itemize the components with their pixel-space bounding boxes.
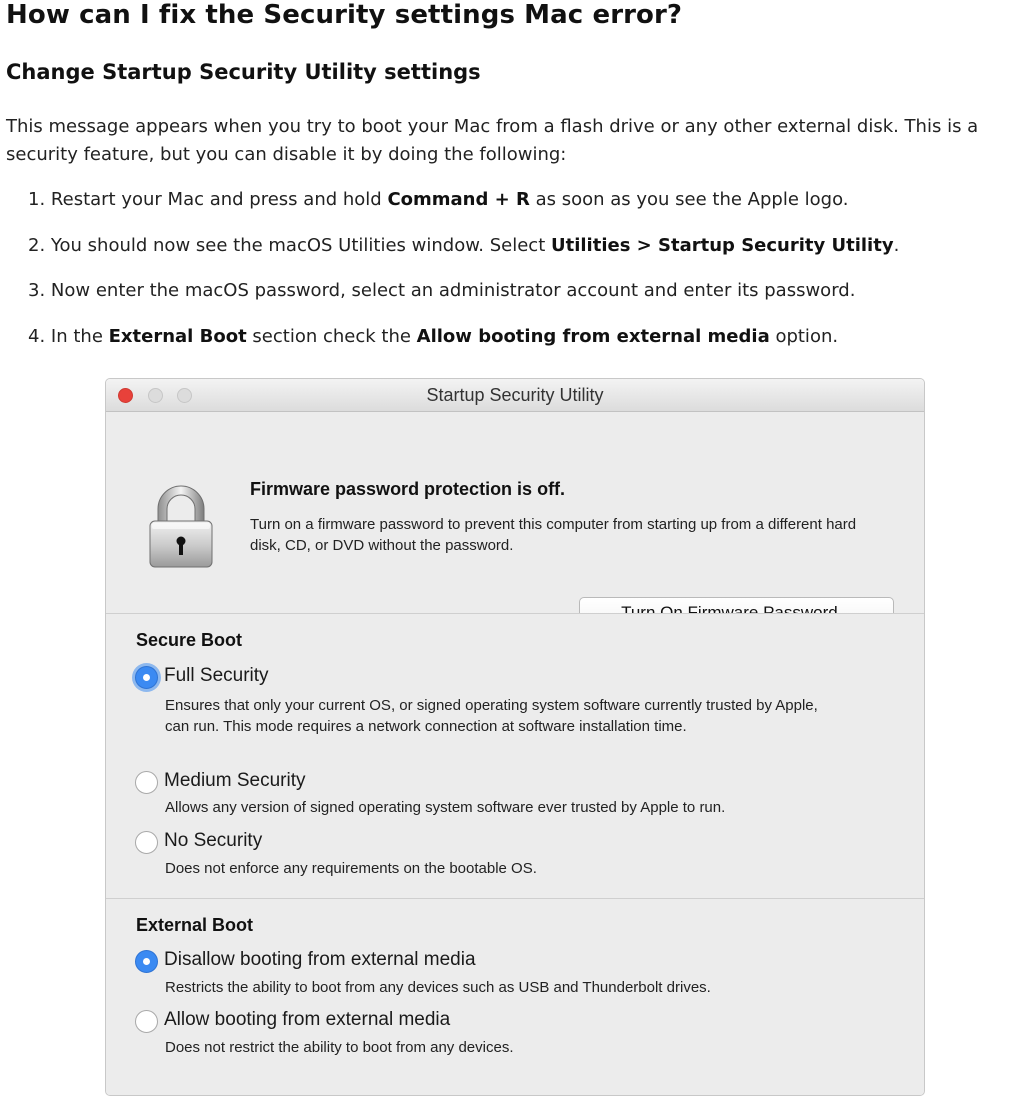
no-security-radio[interactable]	[135, 831, 158, 854]
full-security-description: Ensures that only your current OS, or signed operating system software currently trusted by Apple, can run. This mode requires a network connection at software installation time.	[165, 697, 818, 735]
step-item	[28, 277, 1018, 323]
full-security-radio[interactable]	[135, 666, 158, 689]
medium-security-radio[interactable]	[135, 771, 158, 794]
page-title: How can I fix the Security settings Mac error?	[6, 0, 683, 30]
step-bold-text: Utilities > Startup Security Utility	[550, 234, 894, 256]
step-text: section check the	[246, 325, 417, 347]
step-text: option.	[769, 325, 839, 347]
step-item	[28, 232, 1018, 278]
allow-external-boot-label[interactable]: Allow booting from external media	[164, 1009, 451, 1030]
step-bold-text: Allow booting from external media	[416, 325, 770, 347]
medium-security-label[interactable]: Medium Security	[164, 770, 306, 791]
steps-list	[28, 186, 1018, 368]
no-security-description: Does not enforce any requirements on the bootable OS.	[165, 860, 537, 877]
step-text: You should now see the macOS Utilities window. Select	[50, 234, 551, 256]
step-number: 4.	[28, 325, 46, 347]
medium-security-description: Allows any version of signed operating system software ever trusted by Apple to run.	[165, 799, 726, 816]
step-number: 3.	[28, 280, 46, 301]
step-text: In the	[50, 325, 109, 347]
firmware-description: Turn on a firmware password to prevent this computer from starting up from a different hard disk, CD, or DVD without the password.	[250, 516, 857, 554]
window-title: Startup Security Utility	[426, 385, 604, 405]
step-text: Restart your Mac and press and hold	[50, 189, 388, 210]
no-security-label[interactable]: No Security	[164, 830, 263, 851]
section-heading: Change Startup Security Utility settings	[6, 60, 481, 84]
step-number: 2.	[28, 234, 46, 256]
disallow-external-boot-label[interactable]: Disallow booting from external media	[164, 949, 476, 970]
external-boot-section	[106, 899, 924, 1096]
step-bold-text: External Boot	[108, 325, 247, 347]
step-text: Now enter the macOS password, select an administrator account and enter its password.	[50, 280, 856, 301]
padlock-icon	[148, 481, 214, 569]
firmware-status-heading: Firmware password protection is off.	[250, 479, 566, 499]
startup-security-utility-window	[105, 378, 925, 1096]
step-item	[28, 186, 1018, 232]
step-text: .	[893, 234, 900, 256]
firmware-panel	[106, 413, 924, 613]
disallow-external-boot-radio[interactable]	[135, 950, 158, 973]
secure-boot-heading: Secure Boot	[136, 630, 243, 650]
step-text: as soon as you see the Apple logo.	[529, 189, 849, 210]
full-security-label[interactable]: Full Security	[164, 665, 269, 686]
allow-external-boot-description: Does not restrict the ability to boot from any devices.	[165, 1039, 514, 1056]
step-item	[28, 323, 1018, 369]
window-titlebar[interactable]	[106, 379, 924, 412]
allow-external-boot-radio[interactable]	[135, 1010, 158, 1033]
secure-boot-section	[106, 614, 924, 897]
external-boot-heading: External Boot	[136, 915, 254, 935]
intro-paragraph: This message appears when you try to boot your Mac from a flash drive or any other external disk. This is a security feature, but you can disable it by doing the following:	[6, 116, 979, 165]
disallow-external-boot-description: Restricts the ability to boot from any devices such as USB and Thunderbolt drives.	[165, 979, 711, 996]
step-number: 1.	[28, 189, 46, 210]
step-bold-text: Command + R	[387, 189, 530, 210]
